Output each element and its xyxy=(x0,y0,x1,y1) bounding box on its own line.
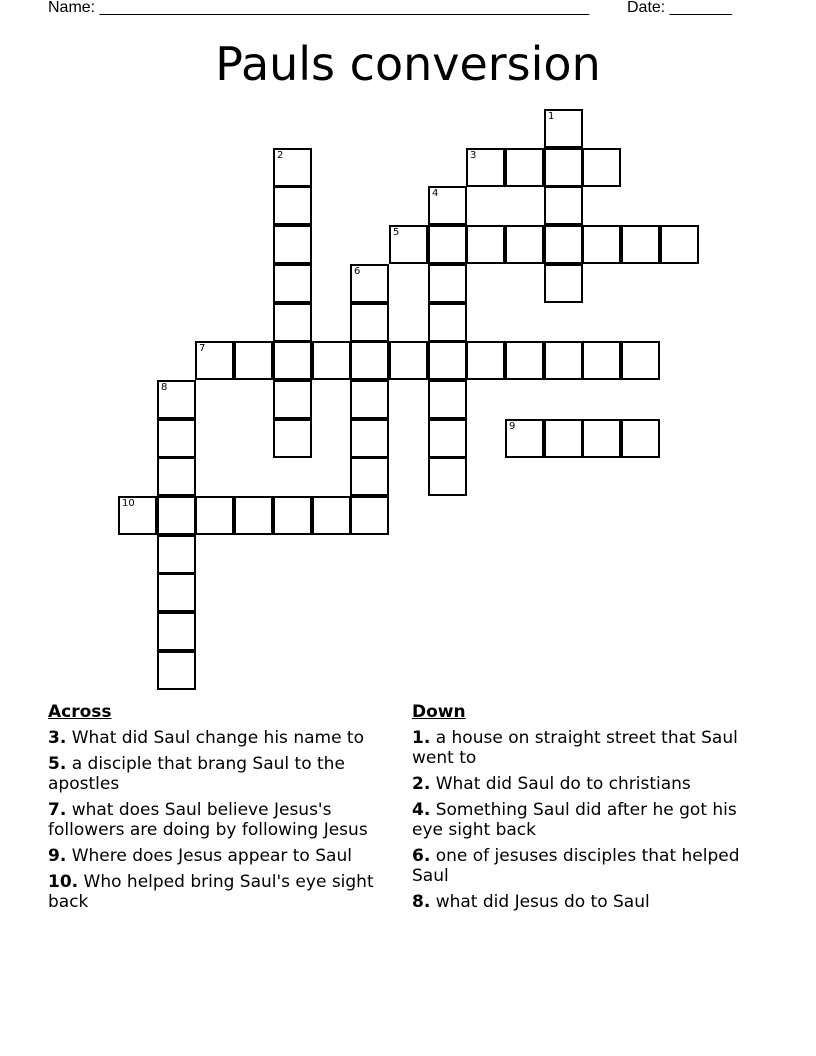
cell-number: 3 xyxy=(470,150,477,161)
grid-cell[interactable] xyxy=(428,225,467,264)
clue-across-5 xyxy=(48,754,388,794)
grid-cell[interactable] xyxy=(350,419,389,458)
clue-text: a disciple that brang Saul to the apostles xyxy=(48,754,345,794)
grid-cell[interactable] xyxy=(389,341,428,380)
grid-cell[interactable] xyxy=(544,109,583,148)
grid-cell[interactable] xyxy=(428,457,467,496)
grid-cell[interactable] xyxy=(350,264,389,303)
grid-cell[interactable] xyxy=(350,496,389,535)
cell-number: 9 xyxy=(509,421,516,432)
grid-cell[interactable] xyxy=(157,419,196,458)
grid-cell[interactable] xyxy=(350,457,389,496)
grid-cell[interactable] xyxy=(312,341,351,380)
clue-text: what did Jesus do to Saul xyxy=(435,892,650,912)
clue-text: one of jesuses disciples that helped Saul xyxy=(412,846,740,886)
clue-number: 3. xyxy=(48,728,67,748)
grid-cell[interactable] xyxy=(350,303,389,342)
grid-cell[interactable] xyxy=(389,225,428,264)
grid-cell[interactable] xyxy=(273,186,312,225)
clue-text: What did Saul change his name to xyxy=(71,728,364,748)
cell-number: 2 xyxy=(277,150,284,161)
down-clues xyxy=(412,702,752,918)
grid-cell[interactable] xyxy=(505,341,544,380)
grid-cell[interactable] xyxy=(157,612,196,651)
grid-cell[interactable] xyxy=(428,380,467,419)
clue-text: What did Saul do to christians xyxy=(435,774,691,794)
grid-cell[interactable] xyxy=(621,341,660,380)
grid-cell[interactable] xyxy=(428,419,467,458)
grid-cell[interactable] xyxy=(350,341,389,380)
clue-number: 1. xyxy=(412,728,431,748)
grid-cell[interactable] xyxy=(234,341,273,380)
clue-down-6 xyxy=(412,846,752,886)
grid-cell[interactable] xyxy=(273,148,312,187)
cell-number: 4 xyxy=(432,188,439,199)
clue-across-10 xyxy=(48,872,388,912)
cell-number: 6 xyxy=(354,266,361,277)
grid-cell[interactable] xyxy=(505,419,544,458)
cell-number: 8 xyxy=(161,382,168,393)
clue-number: 5. xyxy=(48,754,67,774)
clue-down-8 xyxy=(412,892,752,912)
grid-cell[interactable] xyxy=(273,496,312,535)
grid-cell[interactable] xyxy=(544,264,583,303)
clue-number: 7. xyxy=(48,800,67,820)
clue-number: 9. xyxy=(48,846,67,866)
grid-cell[interactable] xyxy=(466,341,505,380)
cell-number: 5 xyxy=(393,227,400,238)
grid-cell[interactable] xyxy=(582,225,621,264)
grid-cell[interactable] xyxy=(350,380,389,419)
grid-cell[interactable] xyxy=(157,457,196,496)
grid-cell[interactable] xyxy=(544,225,583,264)
grid-cell[interactable] xyxy=(621,225,660,264)
grid-cell[interactable] xyxy=(273,419,312,458)
grid-cell[interactable] xyxy=(195,496,234,535)
clue-number: 10. xyxy=(48,872,79,892)
across-heading: Across xyxy=(48,702,112,722)
clue-down-1 xyxy=(412,728,752,768)
clue-across-7 xyxy=(48,800,388,840)
clue-text: Who helped bring Saul's eye sight back xyxy=(48,872,374,912)
grid-cell[interactable] xyxy=(273,303,312,342)
grid-cell[interactable] xyxy=(544,186,583,225)
cell-number: 10 xyxy=(122,498,135,509)
grid-cell[interactable] xyxy=(428,186,467,225)
grid-cell[interactable] xyxy=(428,264,467,303)
grid-cell[interactable] xyxy=(157,651,196,690)
grid-cell[interactable] xyxy=(157,496,196,535)
grid-cell[interactable] xyxy=(118,496,157,535)
grid-cell[interactable] xyxy=(157,573,196,612)
grid-cell[interactable] xyxy=(428,303,467,342)
clue-across-9 xyxy=(48,846,388,866)
clue-text: a house on straight street that Saul went to xyxy=(412,728,738,768)
clue-text: Where does Jesus appear to Saul xyxy=(71,846,352,866)
clue-text: Something Saul did after he got his eye sight back xyxy=(412,800,737,840)
grid-cell[interactable] xyxy=(273,225,312,264)
cell-number: 1 xyxy=(548,111,555,122)
grid-cell[interactable] xyxy=(466,148,505,187)
clue-number: 8. xyxy=(412,892,431,912)
clue-down-4 xyxy=(412,800,752,840)
grid-cell[interactable] xyxy=(544,341,583,380)
grid-cell[interactable] xyxy=(195,341,234,380)
clue-number: 6. xyxy=(412,846,431,866)
grid-cell[interactable] xyxy=(157,535,196,574)
grid-cell[interactable] xyxy=(582,341,621,380)
grid-cell[interactable] xyxy=(505,148,544,187)
grid-cell[interactable] xyxy=(273,341,312,380)
grid-cell[interactable] xyxy=(157,380,196,419)
grid-cell[interactable] xyxy=(660,225,699,264)
clue-down-2 xyxy=(412,774,752,794)
grid-cell[interactable] xyxy=(273,264,312,303)
clue-text: what does Saul believe Jesus's followers are doing by following Jesus xyxy=(48,800,368,840)
grid-cell[interactable] xyxy=(428,341,467,380)
name-field[interactable]: Name: _______________________________________________________ xyxy=(48,0,589,16)
grid-cell[interactable] xyxy=(621,419,660,458)
grid-cell[interactable] xyxy=(234,496,273,535)
puzzle-title: Pauls conversion xyxy=(215,37,601,91)
clue-number: 2. xyxy=(412,774,431,794)
across-clues xyxy=(48,702,388,918)
cell-number: 7 xyxy=(199,343,206,354)
clue-across-3 xyxy=(48,728,388,748)
date-field[interactable]: Date: _______ xyxy=(627,0,732,16)
grid-cell[interactable] xyxy=(582,419,621,458)
clue-number: 4. xyxy=(412,800,431,820)
grid-cell[interactable] xyxy=(312,496,351,535)
grid-cell[interactable] xyxy=(505,225,544,264)
grid-cell[interactable] xyxy=(544,148,583,187)
grid-cell[interactable] xyxy=(466,225,505,264)
grid-cell[interactable] xyxy=(582,148,621,187)
grid-cell[interactable] xyxy=(273,380,312,419)
grid-cell[interactable] xyxy=(544,419,583,458)
down-heading: Down xyxy=(412,702,466,722)
